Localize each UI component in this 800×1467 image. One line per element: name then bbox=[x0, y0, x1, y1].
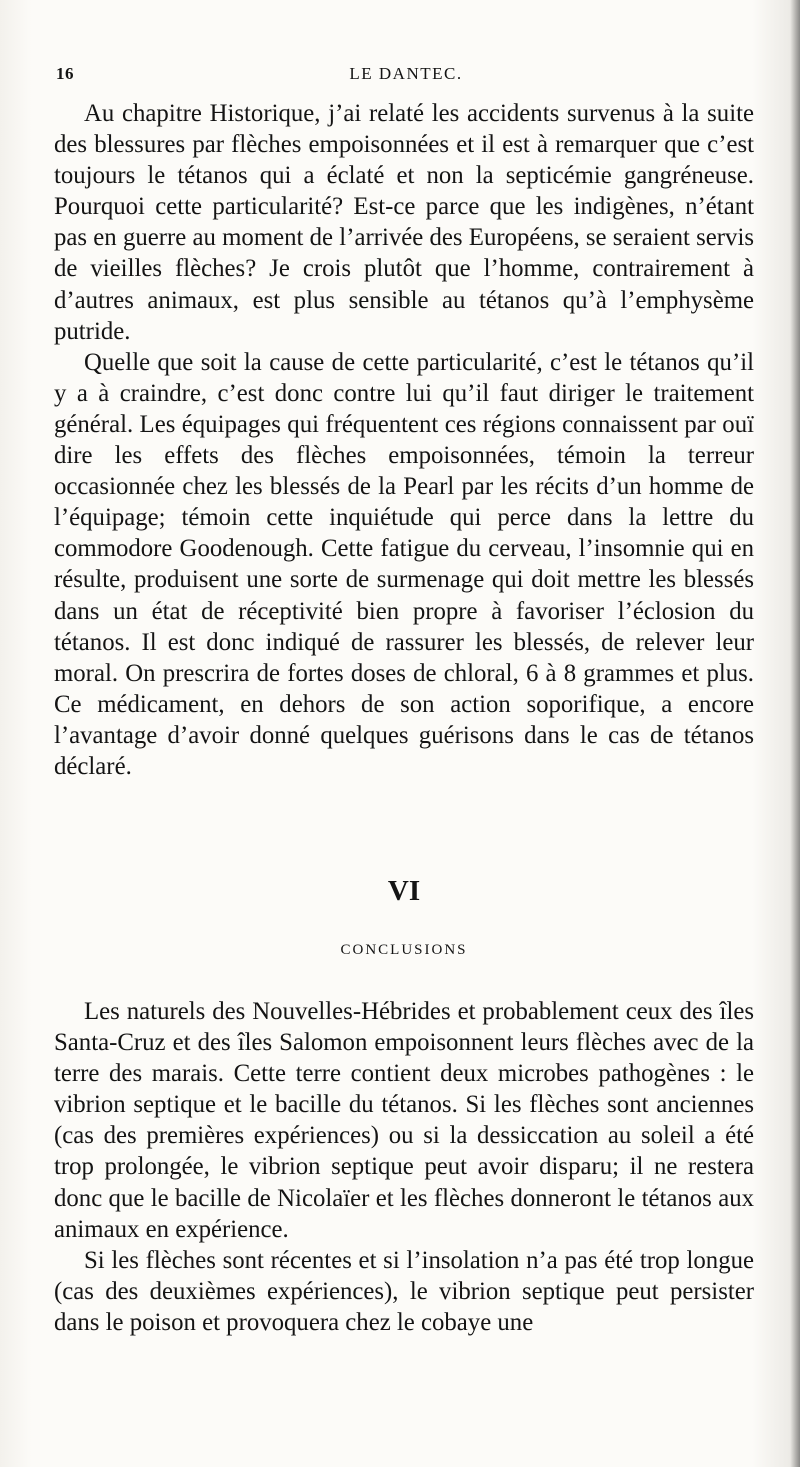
body-text-before-section bbox=[54, 98, 754, 782]
section-title: CONCLUSIONS bbox=[340, 942, 468, 958]
page-header bbox=[56, 64, 756, 94]
paragraph-traitement: Quelle que soit la cause de cette particularité, c’est le tétanos qu’il y a à craindre, c’est donc contre lui qu’il faut diriger le traitement général. Les équipages qui fréquentent ces régions connaissent par ouï dire les effets des flèches empoisonnées, témoin la terreur occasionnée chez les blessés de la Pearl par les récits d’un homme de l’équipage; témoin cette inquiétude qui perce dans la lettre du commodore Goodenough. Cette fatigue du cerveau, l’insomnie qui en résulte, produisent une sorte de surmenage qui doit mettre les blessés dans un état de réceptivité bien propre à favoriser l’éclosion du tétanos. Il est donc indiqué de rassurer les blessés, de relever leur moral. On prescrira de fortes doses de chloral, 6 à 8 grammes et plus. Ce médicament, en dehors de son action soporifique, a encore l’avantage d’avoir donné quelques guérisons dans le cas de tétanos déclaré. bbox=[54, 348, 754, 780]
page-number: 16 bbox=[56, 64, 74, 83]
running-head: LE DANTEC. bbox=[349, 64, 463, 83]
section-heading bbox=[54, 874, 754, 960]
section-number: VI bbox=[387, 875, 421, 907]
page-edge-shadow bbox=[790, 0, 800, 1467]
paragraph-conclusions-2: Si les flèches sont récentes et si l’insolation n’a pas été trop longue (cas des deuxièmes expériences), le vibrion septique peut persister dans le poison et provoquera chez le cobaye une bbox=[54, 1246, 754, 1336]
paragraph-historique: Au chapitre Historique, j’ai relaté les accidents survenus à la suite des blessures par flèches empoisonnées et il est à remarquer que c’est toujours le tétanos qui a éclaté et non la septicémie gangréneuse. Pourquoi cette particularité? Est-ce parce que les indigènes, n’étant pas en guerre au moment de l’arrivée des Européens, se seraient servis de vieilles flèches? Je crois plutôt que l’homme, contrairement à d’autres animaux, est plus sensible au tétanos qu’à l’emphysème putride. bbox=[54, 100, 754, 345]
body-text-conclusions bbox=[54, 996, 754, 1338]
paragraph-conclusions-1: Les naturels des Nouvelles-Hébrides et probablement ceux des îles Santa-Cruz et des îles Salomon empoisonnent leurs flèches avec de la terre des marais. Cette terre contient deux microbes pathogènes : le vibrion septique et le bacille du tétanos. Si les flèches sont anciennes (cas des premières expériences) ou si la dessiccation au soleil a été trop prolongée, le vibrion septique peut avoir disparu; il ne restera donc que le bacille de Nicolaïer et les flèches donneront le tétanos aux animaux en expérience. bbox=[54, 998, 754, 1243]
